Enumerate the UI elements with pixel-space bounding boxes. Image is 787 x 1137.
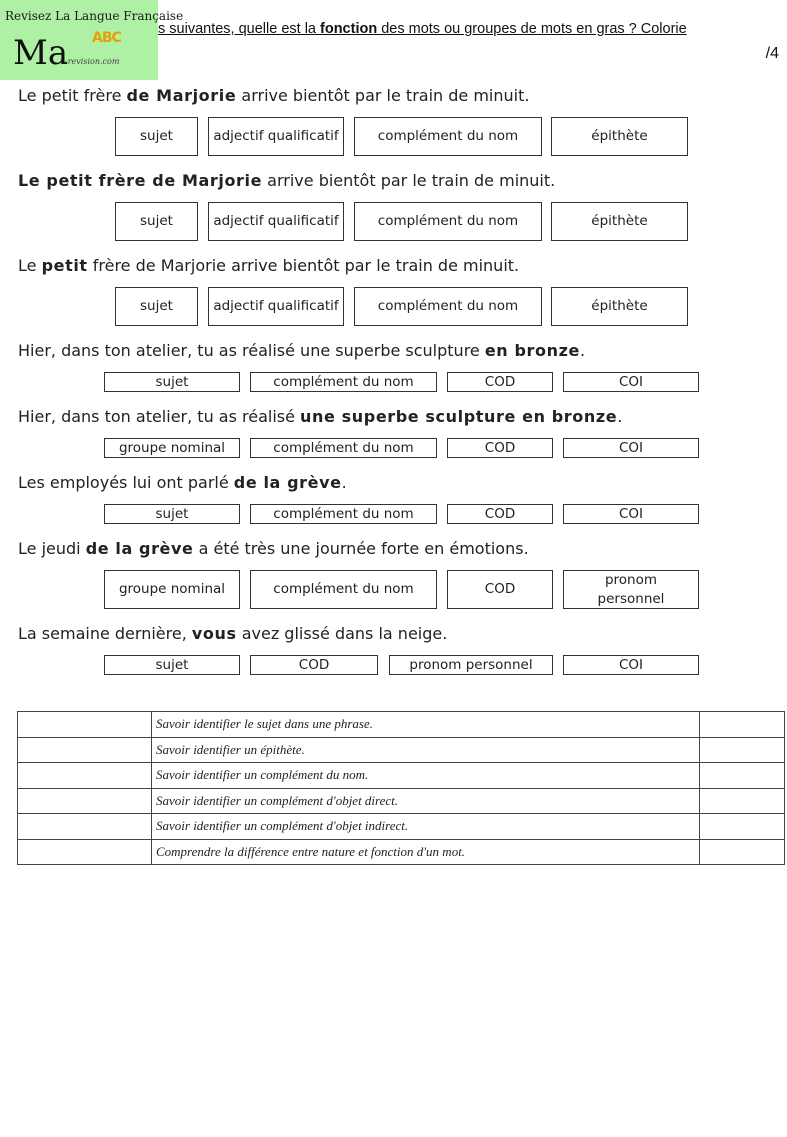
score-cell[interactable] (700, 763, 785, 789)
option-box[interactable]: épithète (551, 287, 688, 326)
option-box[interactable]: complément du nom (354, 202, 542, 241)
option-box[interactable]: COD (447, 438, 553, 458)
option-box[interactable]: COD (250, 655, 378, 675)
exercise-sentence: Les employés lui ont parlé de la grève. (18, 473, 347, 492)
option-box[interactable]: adjectif qualificatif (208, 117, 344, 156)
option-box[interactable]: épithète (551, 202, 688, 241)
option-box[interactable]: complément du nom (354, 287, 542, 326)
score-cell[interactable] (700, 839, 785, 865)
site-logo (0, 0, 184, 80)
exercise-sentence: Hier, dans ton atelier, tu as réalisé une superbe sculpture en bronze. (18, 341, 586, 360)
table-row (18, 737, 785, 763)
logo-ma: Ma (13, 33, 69, 73)
exercise-sentence: Le jeudi de la grève a été très une journée forte en émotions. (18, 539, 529, 558)
option-box[interactable]: complément du nom (250, 438, 437, 458)
skills-table (17, 711, 785, 865)
option-box[interactable]: groupe nominal (104, 570, 240, 609)
option-box[interactable]: COI (563, 655, 699, 675)
option-box[interactable]: adjectif qualificatif (208, 202, 344, 241)
blank-cell (18, 737, 152, 763)
skill-cell: Savoir identifier un complément du nom. (152, 763, 700, 789)
logo-title: Revisez La Langue Française (5, 9, 184, 23)
option-box[interactable]: sujet (115, 287, 198, 326)
option-box[interactable]: complément du nom (354, 117, 542, 156)
logo-domain: -revision.com (65, 57, 120, 66)
exercise-sentence: Le petit frère de Marjorie arrive bientôt par le train de minuit. (18, 171, 556, 190)
blank-cell (18, 814, 152, 840)
exercise-sentence: Hier, dans ton atelier, tu as réalisé une superbe sculpture en bronze. (18, 407, 623, 426)
option-box[interactable]: COD (447, 504, 553, 524)
score: /4 (765, 45, 779, 62)
skill-cell: Savoir identifier un épithète. (152, 737, 700, 763)
score-cell[interactable] (700, 712, 785, 738)
option-box[interactable]: épithète (551, 117, 688, 156)
skill-cell: Savoir identifier un complément d'objet direct. (152, 788, 700, 814)
logo-abc: ABC (92, 30, 121, 46)
option-box[interactable]: complément du nom (250, 504, 437, 524)
option-box[interactable]: sujet (115, 202, 198, 241)
blank-cell (18, 839, 152, 865)
exercise-sentence: La semaine dernière, vous avez glissé dans la neige. (18, 624, 448, 643)
table-row (18, 814, 785, 840)
option-box[interactable]: pronom personnel (563, 570, 699, 609)
score-cell[interactable] (700, 737, 785, 763)
option-box[interactable]: COI (563, 504, 699, 524)
exercise-sentence: Le petit frère de Marjorie arrive bientôt par le train de minuit. (18, 256, 520, 275)
exercise-sentence: Le petit frère de Marjorie arrive bientôt par le train de minuit. (18, 86, 530, 105)
table-row (18, 839, 785, 865)
skill-cell: Comprendre la différence entre nature et fonction d'un mot. (152, 839, 700, 865)
table-row (18, 788, 785, 814)
score-cell[interactable] (700, 788, 785, 814)
option-box[interactable]: adjectif qualificatif (208, 287, 344, 326)
instruction: s suivantes, quelle est la fonction des mots ou groupes de mots en gras ? Colorie (158, 21, 687, 37)
skill-cell: Savoir identifier un complément d'objet indirect. (152, 814, 700, 840)
option-box[interactable]: complément du nom (250, 372, 437, 392)
option-box[interactable]: sujet (104, 504, 240, 524)
option-box[interactable]: sujet (104, 372, 240, 392)
blank-cell (18, 712, 152, 738)
table-row (18, 763, 785, 789)
option-box[interactable]: sujet (104, 655, 240, 675)
option-box[interactable]: pronom personnel (389, 655, 553, 675)
option-box[interactable]: COD (447, 570, 553, 609)
option-box[interactable]: COD (447, 372, 553, 392)
blank-cell (18, 788, 152, 814)
option-box[interactable]: groupe nominal (104, 438, 240, 458)
table-row (18, 712, 785, 738)
skill-cell: Savoir identifier le sujet dans une phrase. (152, 712, 700, 738)
score-cell[interactable] (700, 814, 785, 840)
option-box[interactable]: sujet (115, 117, 198, 156)
option-box[interactable]: complément du nom (250, 570, 437, 609)
blank-cell (18, 763, 152, 789)
option-box[interactable]: COI (563, 438, 699, 458)
option-box[interactable]: COI (563, 372, 699, 392)
